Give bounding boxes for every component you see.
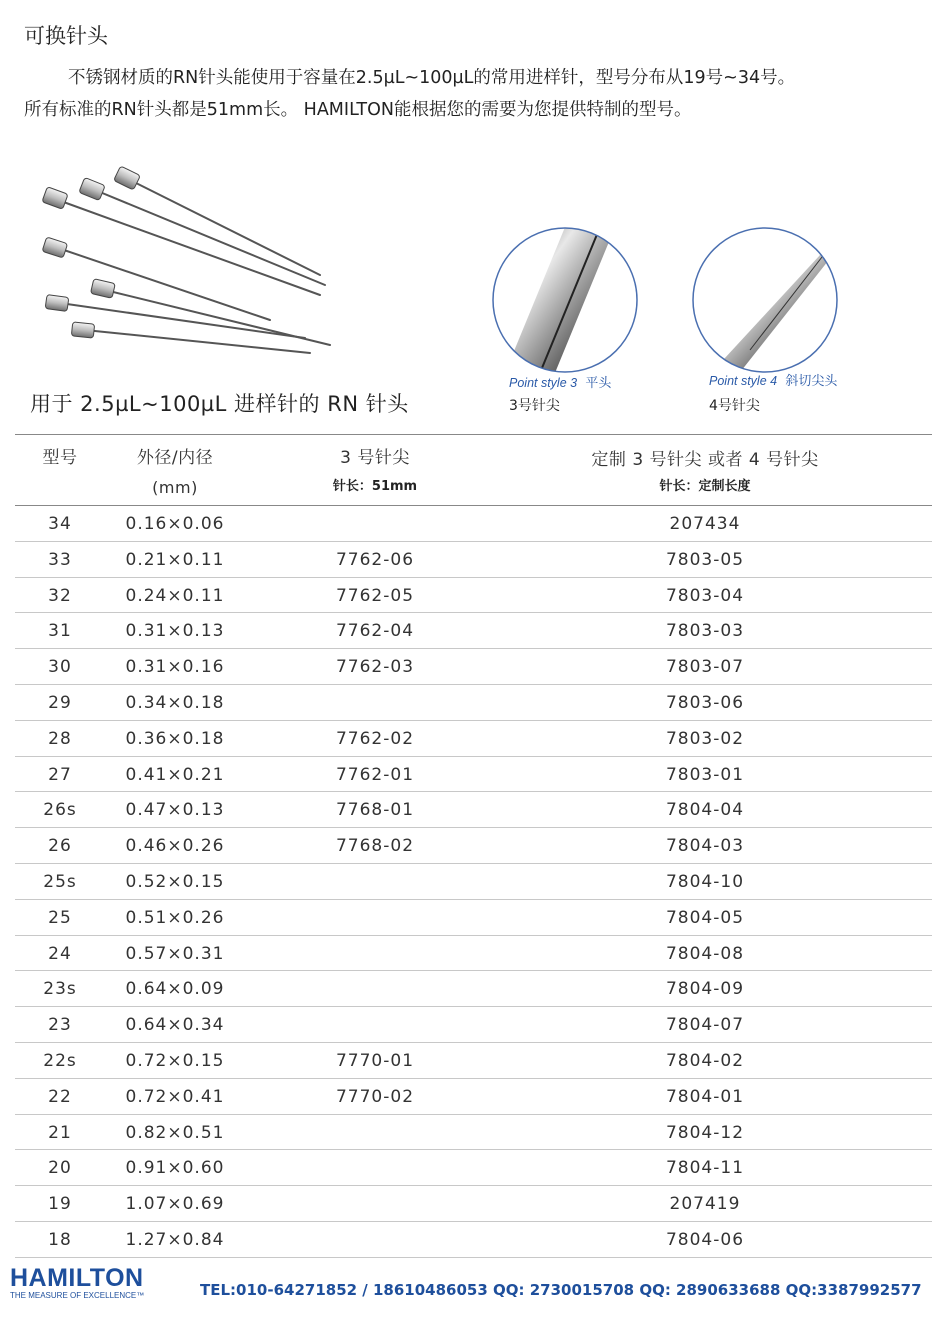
gauge-cell: 34 [48,514,72,534]
needle-table [15,434,932,1258]
diameter-cell: 0.52×0.15 [125,871,225,892]
gauge-cell: 23s [43,979,77,1000]
logo-text: HAMILTON [10,1264,144,1292]
gauge-cell: 25s [43,871,77,892]
table-row [15,649,932,685]
point-style-4-label: 4号针尖 [709,398,760,414]
diameter-cell: 0.64×0.09 [125,979,225,1000]
point-style-4-caption: Point style 4 斜切尖头 [709,374,838,389]
table-row [15,757,932,793]
style3-cell: 7762-03 [335,657,415,678]
gauge-cell: 23 [48,1015,72,1036]
custom-cell: 7804-05 [665,907,745,928]
custom-cell: 207434 [669,514,741,534]
table-row [15,506,932,542]
style3-cell: 7768-01 [335,800,415,821]
table-row [15,578,932,614]
table-row [15,1150,932,1186]
intro-line-2: 所有标准的RN针头都是51mm长。 HAMILTON能根据您的需要为您提供特制的型号。 [24,100,692,120]
custom-cell: 207419 [669,1194,741,1215]
gauge-cell: 18 [48,1229,72,1250]
gauge-cell: 22 [48,1086,72,1107]
gauge-cell: 32 [48,585,72,606]
style3-cell: 7762-01 [335,764,415,785]
point-style-3-label: 3号针尖 [509,398,560,414]
header-custom-length: 针长：定制长度 [659,479,751,494]
gauge-cell: 19 [48,1194,72,1215]
custom-cell: 7804-01 [665,1086,745,1107]
section-title: 用于 2.5µL~100µL 进样针的 RN 针头 [30,392,409,416]
custom-cell: 7804-09 [665,979,745,1000]
gauge-cell: 21 [48,1122,72,1143]
gauge-cell: 25 [48,907,72,928]
diameter-cell: 0.64×0.34 [125,1015,225,1036]
table-row [15,1079,932,1115]
custom-cell: 7804-07 [665,1015,745,1036]
table-row [15,613,932,649]
gauge-cell: 26 [48,836,72,857]
table-row [15,1007,932,1043]
diameter-cell: 0.41×0.21 [125,764,225,785]
point-style-3-caption: Point style 3 平头 [509,376,612,391]
contact-info: TEL:010-64271852 / 18610486053 QQ: 2730015708 QQ: 2890633688 QQ:3387992577 [200,1281,922,1299]
diameter-cell: 0.34×0.18 [125,692,225,713]
diameter-cell: 0.57×0.31 [125,943,225,964]
table-row [15,721,932,757]
diameter-cell: 0.31×0.16 [125,657,225,678]
style3-cell: 7762-06 [335,549,415,570]
gauge-cell: 33 [48,549,72,570]
table-row [15,1115,932,1151]
table-row [15,900,932,936]
gauge-cell: 29 [48,692,72,713]
diameter-cell: 0.16×0.06 [125,514,225,534]
style3-cell: 7770-01 [335,1050,415,1071]
header-diameter-unit: (mm) [152,478,198,497]
custom-cell: 7803-04 [665,585,745,606]
table-body [15,506,932,1258]
style3-cell: 7762-04 [335,621,415,642]
gauge-cell: 24 [48,943,72,964]
diameter-cell: 0.36×0.18 [125,728,225,749]
custom-cell: 7804-04 [665,800,745,821]
table-row [15,1043,932,1079]
custom-cell: 7803-06 [665,692,745,713]
diameter-cell: 0.82×0.51 [125,1122,225,1143]
custom-cell: 7804-06 [665,1229,745,1250]
point-style-3-magnifier [490,225,640,379]
custom-cell: 7803-01 [665,764,745,785]
style3-cell: 7762-05 [335,585,415,606]
diameter-cell: 0.91×0.60 [125,1158,225,1179]
custom-cell: 7804-02 [665,1050,745,1071]
style3-cell: 7768-02 [335,836,415,857]
custom-cell: 7804-10 [665,871,745,892]
hamilton-logo [10,1264,144,1300]
table-row [15,1222,932,1258]
gauge-cell: 30 [48,657,72,678]
diameter-cell: 0.46×0.26 [125,836,225,857]
diameter-cell: 0.51×0.26 [125,907,225,928]
table-row [15,792,932,828]
flat-tip-illustration [490,225,640,375]
gauge-cell: 22s [43,1050,77,1071]
gauge-cell: 27 [48,764,72,785]
table-row [15,685,932,721]
table-row [15,971,932,1007]
gauge-cell: 26s [43,800,77,821]
gauge-cell: 20 [48,1158,72,1179]
needles-illustration [30,160,350,360]
custom-cell: 7803-03 [665,621,745,642]
diameter-cell: 0.72×0.41 [125,1086,225,1107]
page-title: 可换针头 [24,24,108,48]
header-diameter: 外径/内径 [136,448,214,468]
diameter-cell: 0.24×0.11 [125,585,225,606]
intro-text [24,62,924,126]
table-row [15,936,932,972]
custom-cell: 7803-02 [665,728,745,749]
table-header [15,434,932,506]
table-row [15,1186,932,1222]
custom-cell: 7804-08 [665,943,745,964]
diameter-cell: 0.31×0.13 [125,621,225,642]
custom-cell: 7803-07 [665,657,745,678]
table-row [15,828,932,864]
gauge-cell: 31 [48,621,72,642]
custom-cell: 7804-12 [665,1122,745,1143]
header-style3: 3 号针尖 [340,448,410,468]
table-row [15,542,932,578]
intro-line-1: 不锈钢材质的RN针头能使用于容量在2.5µL~100µL的常用进样针，型号分布从19号~34号。 [68,68,796,88]
diameter-cell: 1.07×0.69 [125,1194,225,1215]
header-gauge: 型号 [42,448,78,468]
header-custom: 定制 3 号针尖 或者 4 号针尖 [591,450,819,470]
style3-cell: 7762-02 [335,728,415,749]
diameter-cell: 0.47×0.13 [125,800,225,821]
gauge-cell: 28 [48,728,72,749]
style3-cell: 7770-02 [335,1086,415,1107]
custom-cell: 7804-03 [665,836,745,857]
header-style3-length: 针长：51mm [332,479,418,494]
diameter-cell: 0.72×0.15 [125,1050,225,1071]
point-style-4-magnifier [690,225,840,379]
diameter-cell: 1.27×0.84 [125,1229,225,1250]
diameter-cell: 0.21×0.11 [125,549,225,570]
custom-cell: 7803-05 [665,549,745,570]
table-row [15,864,932,900]
custom-cell: 7804-11 [665,1158,745,1179]
logo-tagline: THE MEASURE OF EXCELLENCE™ [10,1291,145,1300]
bevel-tip-illustration [690,225,840,375]
